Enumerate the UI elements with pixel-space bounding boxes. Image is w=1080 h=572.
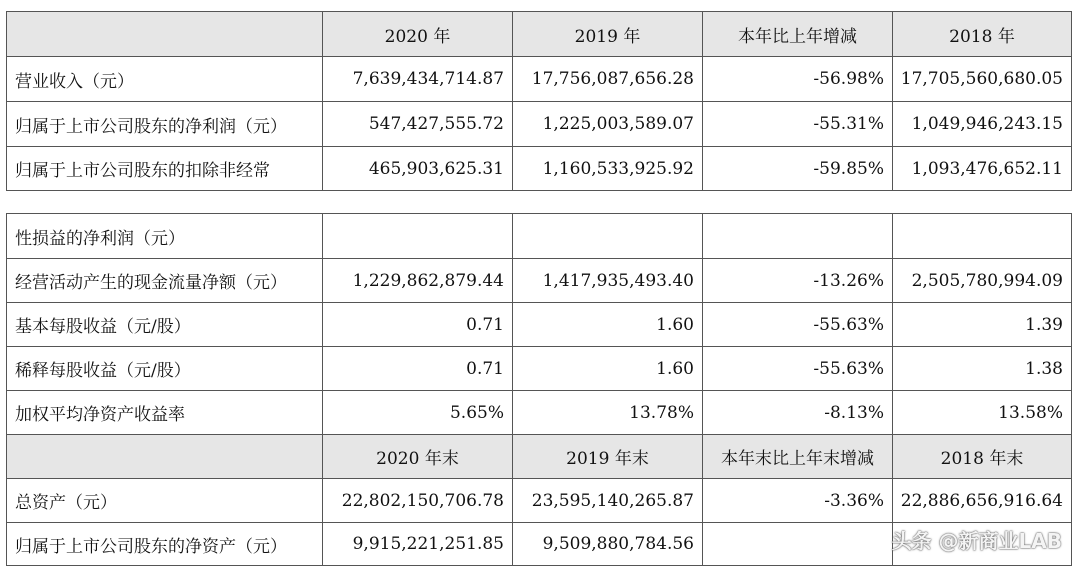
header-cell-2018-end: 2018 年末 [892, 434, 1072, 478]
row-label: 营业收入（元） [6, 56, 322, 101]
row-label: 归属于上市公司股东的净利润（元） [6, 101, 322, 146]
header-cell-2019: 2019 年 [512, 11, 702, 56]
table-cell [512, 213, 702, 258]
table-cell: 1,229,862,879.44 [322, 258, 512, 302]
table-cell: 13.58% [892, 390, 1072, 434]
table-cell [702, 522, 892, 566]
row-label: 总资产（元） [6, 478, 322, 522]
table-cell: 1.38 [892, 346, 1072, 390]
table-cell: 17,756,087,656.28 [512, 56, 702, 101]
table-cell: -13.26% [702, 258, 892, 302]
table-cell: 2,505,780,994.09 [892, 258, 1072, 302]
header-cell-change-end: 本年末比上年末增减 [702, 434, 892, 478]
table-row [6, 56, 1072, 101]
table-cell: 17,705,560,680.05 [892, 56, 1072, 101]
table-cell: -55.63% [702, 302, 892, 346]
row-label: 归属于上市公司股东的净资产（元） [6, 522, 322, 566]
header-cell-2019-end: 2019 年末 [512, 434, 702, 478]
row-label: 基本每股收益（元/股） [6, 302, 322, 346]
table-cell: 1,093,476,652.11 [892, 146, 1072, 191]
table-cell: 0.71 [322, 302, 512, 346]
header-cell-change: 本年比上年增减 [702, 11, 892, 56]
row-label: 归属于上市公司股东的扣除非经常 [6, 146, 322, 191]
table-cell: 7,639,434,714.87 [322, 56, 512, 101]
row-label: 经营活动产生的现金流量净额（元） [6, 258, 322, 302]
table-header-row [6, 11, 1072, 56]
table-cell: 0.71 [322, 346, 512, 390]
table-cell: 1,049,946,243.15 [892, 101, 1072, 146]
table-cell: 22,802,150,706.78 [322, 478, 512, 522]
table-cell: -55.63% [702, 346, 892, 390]
table-cell: -8.13% [702, 390, 892, 434]
header-cell [6, 434, 322, 478]
row-label: 加权平均净资产收益率 [6, 390, 322, 434]
table-cell: 1,225,003,589.07 [512, 101, 702, 146]
header-cell-2020-end: 2020 年末 [322, 434, 512, 478]
table-cell: 13.78% [512, 390, 702, 434]
table-cell: 1,160,533,925.92 [512, 146, 702, 191]
table-cell: -59.85% [702, 146, 892, 191]
table-cell: -55.31% [702, 101, 892, 146]
page-break-gap [6, 191, 1072, 213]
financial-table [6, 11, 1072, 566]
table-cell: 1.60 [512, 302, 702, 346]
table-cell: 9,509,880,784.56 [512, 522, 702, 566]
table-cell: 23,595,140,265.87 [512, 478, 702, 522]
table-cell: 22,886,656,916.64 [892, 478, 1072, 522]
table-cell: 1.39 [892, 302, 1072, 346]
table-cell: 9,915,221,251.85 [322, 522, 512, 566]
table-cell [322, 213, 512, 258]
table-cell [892, 213, 1072, 258]
row-label: 稀释每股收益（元/股） [6, 346, 322, 390]
row-label: 性损益的净利润（元） [6, 213, 322, 258]
table-cell: 1,417,935,493.40 [512, 258, 702, 302]
watermark: 头条 @新商业LAB [891, 529, 1062, 553]
table-cell: -56.98% [702, 56, 892, 101]
table-cell [702, 213, 892, 258]
table-row [6, 346, 1072, 390]
table-row [6, 478, 1072, 522]
table-row [6, 101, 1072, 146]
table-row [6, 146, 1072, 191]
table-row [6, 213, 1072, 258]
table-cell: 547,427,555.72 [322, 101, 512, 146]
table-subheader-row [6, 434, 1072, 478]
table-row [6, 258, 1072, 302]
table-cell: -3.36% [702, 478, 892, 522]
table-cell: 1.60 [512, 346, 702, 390]
table-cell: 465,903,625.31 [322, 146, 512, 191]
header-cell [6, 11, 322, 56]
table-cell: 5.65% [322, 390, 512, 434]
table-row [6, 302, 1072, 346]
table-row [6, 390, 1072, 434]
header-cell-2018: 2018 年 [892, 11, 1072, 56]
header-cell-2020: 2020 年 [322, 11, 512, 56]
